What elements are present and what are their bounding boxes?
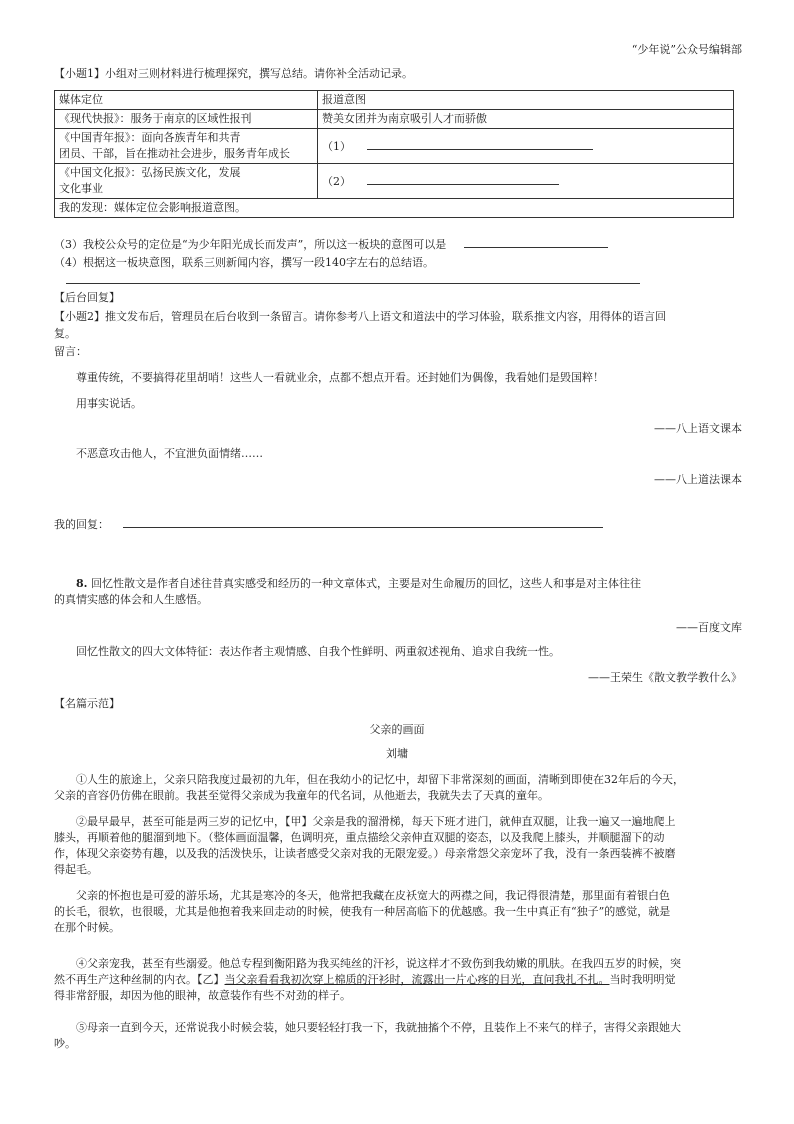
q8-number: 8.: [76, 577, 88, 590]
essay-line: 膝头，再顺着他的腿溜到地下。（整体画面温馨，色调明亮，重点描绘父亲伸直双腿的姿态，以及我爬上膝头，并顺腿溜下的动: [54, 831, 665, 844]
table-cell: 《现代快报》：服务于南京的区域性报刊: [55, 110, 318, 129]
essay-line: ④父亲宠我，甚至有些溺爱。他总专程到衡阳路为我买纯丝的汗衫，说这样才不致伤到我幼嫩的肌肤。在我四五岁的时候，突: [76, 957, 681, 970]
table-cell: [55, 164, 318, 199]
table-row: [55, 164, 734, 199]
essay-paragraph-3: [54, 888, 744, 936]
features-text: 回忆性散文的四大文体特征：表达作者主观情感、自我个性鲜明、两重叙述视角、追求自我统一性。: [76, 645, 560, 658]
my-reply-blank[interactable]: [123, 516, 603, 528]
answer-blank-1[interactable]: [367, 138, 593, 150]
reply-section-title: 【后台回复】: [54, 291, 120, 304]
q8-line1-text: 回忆性散文是作者自述往昔真实感受和经历的一种文章体式，主要是对生命履历的回忆，这些人和事是对主体往往: [90, 577, 641, 590]
cell-line: 《中国文化报》：弘扬民族文化，发展: [59, 166, 241, 179]
essay-line: 得起毛。: [54, 863, 98, 876]
essay-author: 刘墉: [386, 747, 408, 760]
q8-line2: 的真情实感的体会和人生感悟。: [54, 593, 208, 606]
q4-text: （4）根据这一板块意图，联系三则新闻内容，撰写一段140字左右的总结语。: [54, 256, 434, 269]
table-cell: 媒体定位: [55, 91, 318, 110]
header-right: “少年说”公众号编辑部: [631, 43, 742, 56]
q1-intro: 【小题1】小组对三则材料进行梳理探究，撰写总结。请你补全活动记录。: [54, 67, 413, 80]
q2-line2: 复。: [54, 327, 76, 340]
cell-line: 文化事业: [59, 182, 103, 195]
q2-line1: 【小题2】推文发布后，管理员在后台收到一条留言。请你参考八上语文和道法中的学习体验，联系推文内容，用得体的语言回: [54, 310, 666, 323]
comment-text: 尊重传统，不要搞得花里胡哨！这些人一看就业余，点都不想点开看。还封她们为偶像，我看她们是毁国粹！: [76, 371, 604, 384]
essay-paragraph-1: [54, 772, 744, 804]
answer-label-2: （2）: [322, 174, 351, 188]
essay-line: 父亲的音容仍仿佛在眼前。我甚至觉得父亲成为我童年的代名词，从他逝去，我就失去了天真的童年。: [54, 789, 549, 802]
table-row: [55, 199, 734, 218]
table-row: [55, 129, 734, 164]
quote2-source: ——八上道法课本: [654, 473, 742, 486]
table-cell: [318, 129, 734, 164]
q3-blank[interactable]: [464, 236, 608, 248]
essay-line: ②最早最早，甚至可能是两三岁的记忆中，【甲】父亲是我的溜滑梯，每天下班才进门，就伸直双腿，让我一遍又一遍地爬上: [76, 815, 676, 828]
table-row: [55, 110, 734, 129]
table-cell: 我的发现：媒体定位会影响报道意图。: [55, 199, 734, 218]
example-title: 【名篇示范】: [54, 697, 120, 710]
table-cell: [318, 164, 734, 199]
essay-line: ⑤母亲一直到今天，还常说我小时候会装，她只要轻轻打我一下，我就抽搐个不停，且装作上不来气的样子，害得父亲跟她大: [76, 1021, 681, 1034]
essay-title: 父亲的画面: [369, 723, 425, 736]
my-reply-label: 我的回复：: [54, 518, 109, 531]
underlined-sentence: 当父亲看看我初次穿上棉质的汗衫时，流露出一片心疼的目光，直问我扎不扎。: [224, 973, 610, 986]
essay-line: 在那个时候。: [54, 921, 120, 934]
essay-span: 当时我明明觉: [609, 973, 676, 986]
media-table: [54, 90, 734, 218]
essay-line: [54, 972, 744, 988]
comment-label: 留言：: [54, 345, 87, 358]
essay-line: 得非常舒服，却因为他的眼神，故意装作有些不对劲的样子。: [54, 989, 351, 1002]
essay-line: 父亲的怀抱也是可爱的游乐场，尤其是寒冷的冬天，他常把我藏在皮袄宽大的两襟之间，我记得很清楚，那里面有着银白色: [76, 889, 670, 902]
features-source: ——王荣生《散文教学教什么》: [588, 671, 742, 684]
answer-blank-2[interactable]: [367, 173, 559, 185]
table-cell: 报道意图: [318, 91, 734, 110]
essay-paragraph-5: [54, 1020, 744, 1052]
table-cell: 赞美女团并为南京吸引人才而骄傲: [318, 110, 734, 129]
answer-label-1: （1）: [322, 139, 351, 153]
quote1: 用事实说话。: [76, 397, 142, 410]
essay-line: 的长毛，很软，也很暖，尤其是他抱着我来回走动的时候，使我有一种居高临下的优越感。我一生中真正有“独子”的感觉，就是: [54, 905, 671, 918]
essay-line: 作，体现父亲姿势有趣，以及我的活泼快乐，让读者感受父亲对我的无限宠爱。）母亲常怨父亲宠坏了我，没有一条西装裤不被磨: [54, 847, 676, 860]
essay-paragraph-4: [54, 956, 744, 1004]
q3-line: [54, 236, 608, 253]
essay-line: 吵。: [54, 1037, 76, 1050]
essay-paragraph-2: [54, 814, 744, 878]
q4-answer-line[interactable]: [66, 272, 640, 284]
my-reply-line: [54, 516, 603, 533]
table-row: [55, 91, 734, 110]
essay-line: ①人生的旅途上，父亲只陪我度过最初的九年，但在我幼小的记忆中，却留下非常深刻的画面，清晰到即使在32年后的今天，: [76, 773, 684, 786]
essay-span: 然不再生产这种丝制的内衣。【乙】: [54, 973, 225, 986]
q3-text: （3）我校公众号的定位是“为少年阳光成长而发声”，所以这一板块的意图可以是: [54, 238, 447, 251]
quote1-source: ——八上语文课本: [654, 422, 742, 435]
cell-line: 《中国青年报》：面向各族青年和共青: [59, 131, 241, 144]
q8-line1: [54, 576, 740, 592]
table-cell: [55, 129, 318, 164]
quote2: 不恶意攻击他人，不宜泄负面情绪……: [76, 447, 263, 460]
q8-paragraph: [54, 576, 740, 608]
cell-line: 团员、干部，旨在推动社会进步，服务青年成长: [59, 147, 290, 160]
q8-source: ——百度文库: [676, 621, 742, 634]
